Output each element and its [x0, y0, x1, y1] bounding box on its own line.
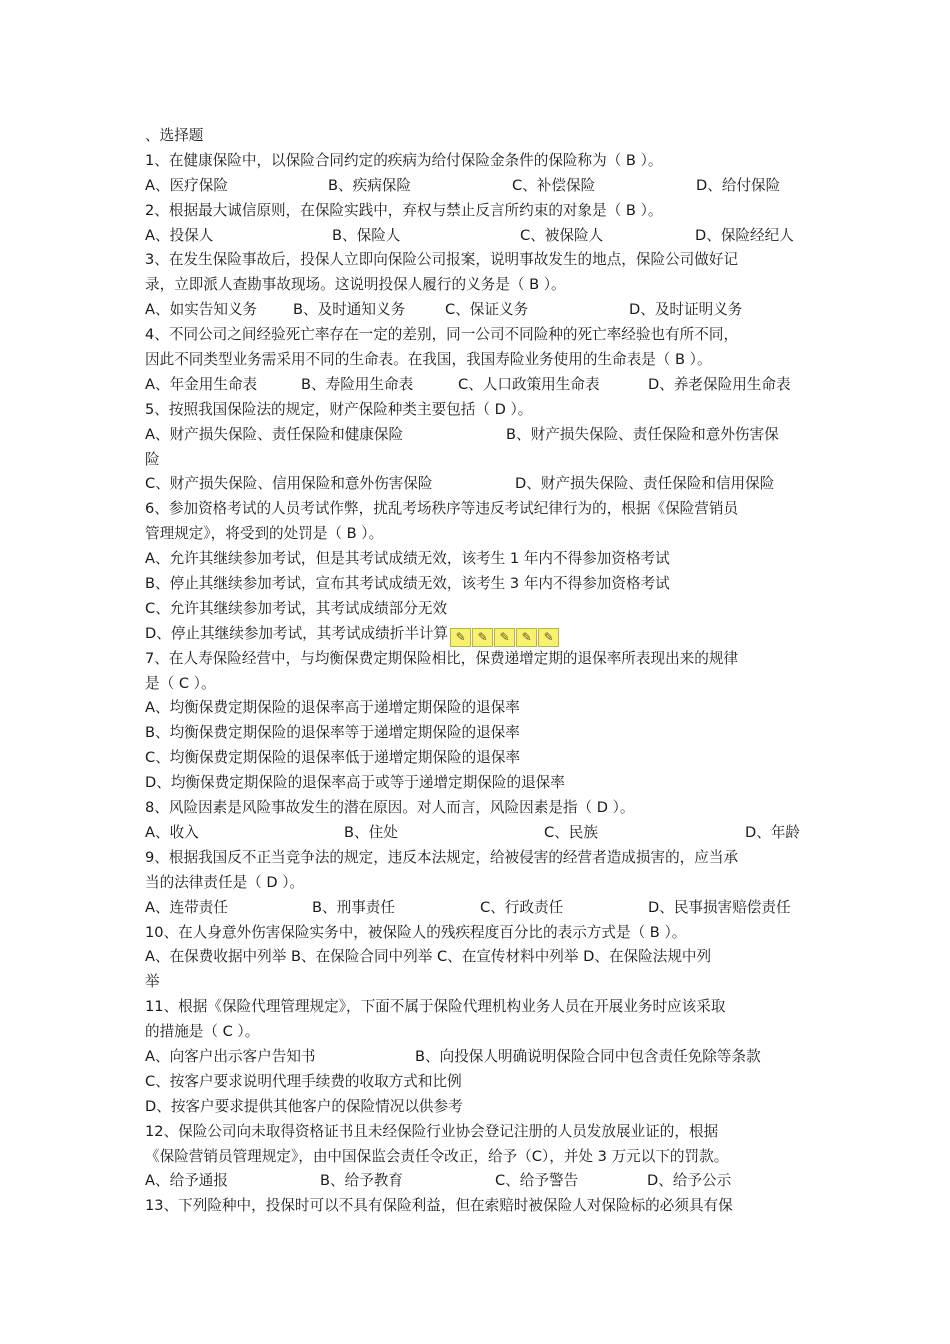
q1-stem: 1、在健康保险中，以保险合同约定的疾病为给付保险金条件的保险称为（ B ）。: [145, 151, 663, 169]
q4-option-d: D、养老保险用生命表: [648, 375, 791, 393]
q9-option-a: A、连带责任: [145, 898, 228, 916]
q5-options-cd: [145, 472, 810, 497]
q12-option-a: A、给予通报: [145, 1172, 228, 1190]
q3-stem-1: 3、在发生保险事故后，投保人立即向保险公司报案，说明事故发生的地点，保险公司做好记: [145, 251, 739, 269]
q5-option-a: A、财产损失保险、责任保险和健康保险: [145, 425, 404, 443]
q4-stem-2: 因此不同类型业务需采用不同的生命表。在我国，我国寿险业务使用的生命表是（ B ）。: [145, 351, 712, 369]
q7-option-d: D、均衡保费定期保险的退保率高于或等于递增定期保险的退保率: [145, 774, 565, 792]
q4-option-a: A、年金用生命表: [145, 375, 258, 393]
q3-option-c: C、保证义务: [445, 301, 529, 319]
q2-option-a: A、投保人: [145, 226, 214, 244]
q9-options: [145, 896, 810, 921]
document-body: [145, 124, 810, 1219]
q6-stem-1: 6、参加资格考试的人员考试作弊，扰乱考场秩序等违反考试纪律行为的，根据《保险营销员: [145, 500, 739, 518]
q6-option-c: C、允许其继续参加考试，其考试成绩部分无效: [145, 599, 448, 617]
q7-stem-1: 7、在人寿保险经营中，与均衡保费定期保险相比，保费递增定期的退保率所表现出来的规律: [145, 649, 739, 667]
q5-option-c: C、财产损失保险、信用保险和意外伤害保险: [145, 475, 433, 493]
q8-stem: 8、风险因素是风险事故发生的潜在原因。对人而言，风险因素是指（ D ）。: [145, 799, 635, 817]
q10-options: A、在保费收据中列举 B、在保险合同中列举 C、在宣传材料中列举 D、在保险法规中列: [145, 948, 712, 966]
q1-option-d: D、给付保险: [696, 176, 781, 194]
q10-options-cont: 举: [145, 973, 160, 991]
q11-option-d: D、按客户要求提供其他客户的保险情况以供参考: [145, 1097, 463, 1115]
q11-option-b: B、向投保人明确说明保险合同中包含责任免除等条款: [415, 1047, 761, 1065]
q3-option-a: A、如实告知义务: [145, 301, 258, 319]
q7-option-a: A、均衡保费定期保险的退保率高于递增定期保险的退保率: [145, 699, 520, 717]
q12-stem-1: 12、保险公司向未取得资格证书且未经保险行业协会登记注册的人员发放展业证的，根据: [145, 1122, 719, 1140]
q4-option-b: B、寿险用生命表: [301, 375, 414, 393]
q7-stem-2: 是（ C ）。: [145, 674, 216, 692]
q2-option-b: B、保险人: [332, 226, 401, 244]
pencil-icon: ✎: [450, 628, 471, 647]
pencil-icon: ✎: [494, 628, 515, 647]
q6-option-d-line: [145, 622, 810, 647]
q12-stem-2: 《保险营销员管理规定》，由中国保监会责任令改正，给予（C），并处 3 万元以下的罚款。: [145, 1147, 729, 1165]
q11-option-a: A、向客户出示客户告知书: [145, 1047, 316, 1065]
q4-option-c: C、人口政策用生命表: [458, 375, 600, 393]
q2-stem: 2、根据最大诚信原则，在保险实践中，弃权与禁止反言所约束的对象是（ B ）。: [145, 201, 663, 219]
q9-option-b: B、刑事责任: [312, 898, 395, 916]
q11-stem-2: 的措施是（ C ）。: [145, 1023, 260, 1041]
q7-option-c: C、均衡保费定期保险的退保率低于递增定期保险的退保率: [145, 749, 521, 767]
q2-option-d: D、保险经纪人: [695, 226, 794, 244]
q1-option-c: C、补偿保险: [512, 176, 596, 194]
q5-option-b: B、财产损失保险、责任保险和意外伤害保: [506, 425, 779, 443]
q8-option-a: A、收入: [145, 823, 199, 841]
pencil-icon: ✎: [516, 628, 537, 647]
q1-options: [145, 174, 810, 199]
q13-stem-1: 13、下列险种中，投保时可以不具有保险利益，但在索赔时被保险人对保险标的必须具有保: [145, 1197, 733, 1215]
q7-option-b: B、均衡保费定期保险的退保率等于递增定期保险的退保率: [145, 724, 520, 742]
q8-option-c: C、民族: [544, 823, 598, 841]
q12-options: [145, 1169, 810, 1194]
q3-option-b: B、及时通知义务: [293, 301, 406, 319]
q5-stem: 5、按照我国保险法的规定，财产保险种类主要包括（ D ）。: [145, 400, 533, 418]
q11-stem-1: 11、根据《保险代理管理规定》，下面不属于保险代理机构业务人员在开展业务时应该采取: [145, 998, 726, 1016]
q5-option-b-cont: 险: [145, 450, 160, 468]
q2-options: [145, 224, 810, 249]
q6-stem-2: 管理规定》，将受到的处罚是（ B ）。: [145, 525, 384, 543]
q11-option-c: C、按客户要求说明代理手续费的收取方式和比例: [145, 1072, 462, 1090]
q5-options-ab: [145, 423, 810, 448]
q8-option-d: D、年龄: [745, 823, 801, 841]
q3-option-d: D、及时证明义务: [629, 301, 743, 319]
q8-option-b: B、住处: [344, 823, 398, 841]
q1-option-a: A、医疗保险: [145, 176, 228, 194]
q9-stem-2: 当的法律责任是（ D ）。: [145, 873, 305, 891]
q12-option-b: B、给予教育: [320, 1172, 403, 1190]
q3-stem-2: 录，立即派人查勘事故现场。这说明投保人履行的义务是（ B ）。: [145, 276, 566, 294]
q5-option-d: D、财产损失保险、责任保险和信用保险: [515, 475, 775, 493]
q4-stem-1: 4、不同公司之间经验死亡率存在一定的差别，同一公司不同险种的死亡率经验也有所不同，: [145, 326, 739, 344]
q6-option-a: A、允许其继续参加考试，但是其考试成绩无效，该考生 1 年内不得参加资格考试: [145, 550, 670, 568]
q6-option-b: B、停止其继续参加考试，宣布其考试成绩无效，该考生 3 年内不得参加资格考试: [145, 575, 670, 593]
q1-option-b: B、疾病保险: [328, 176, 411, 194]
q12-option-d: D、给予公示: [647, 1172, 732, 1190]
pencil-icon: ✎: [538, 628, 559, 647]
pencil-icon: ✎: [472, 628, 493, 647]
q4-options: [145, 373, 810, 398]
q10-stem: 10、在人身意外伤害保险实务中，被保险人的残疾程度百分比的表示方式是（ B ）。: [145, 923, 687, 941]
q9-stem-1: 9、根据我国反不正当竞争法的规定，违反本法规定，给被侵害的经营者造成损害的，应当承: [145, 848, 739, 866]
q6-option-d: D、停止其继续参加考试，其考试成绩折半计算: [145, 624, 449, 642]
q11-options-ab: [145, 1045, 810, 1070]
q2-option-c: C、被保险人: [520, 226, 604, 244]
q3-options: [145, 298, 810, 323]
section-title: 、选择题: [145, 127, 204, 144]
q9-option-c: C、行政责任: [480, 898, 564, 916]
q9-option-d: D、民事损害赔偿责任: [648, 898, 791, 916]
q12-option-c: C、给予警告: [495, 1172, 579, 1190]
q8-options: [145, 821, 810, 846]
